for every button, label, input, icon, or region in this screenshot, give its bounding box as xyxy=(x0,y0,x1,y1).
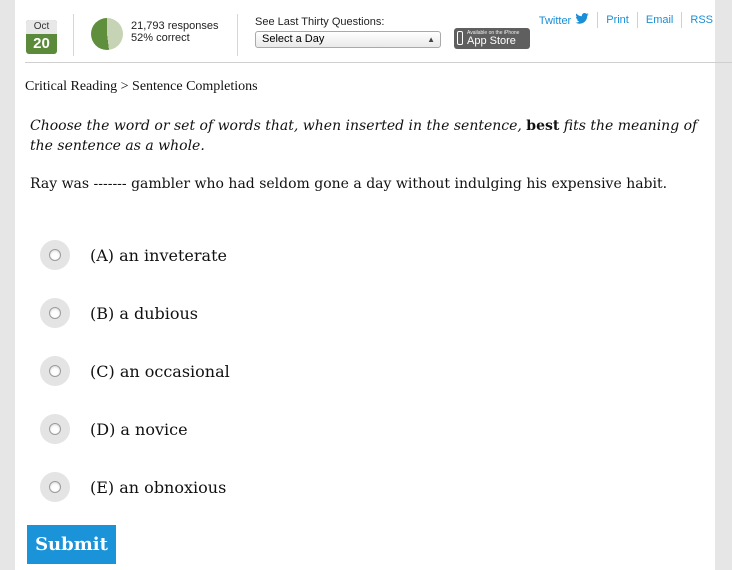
radio-icon xyxy=(49,481,61,493)
twitter-label: Twitter xyxy=(538,15,572,27)
app-store-badge[interactable] xyxy=(454,28,530,49)
header-divider xyxy=(25,62,732,63)
instructions-text-end: fits the meaning of the sentence as a whole. xyxy=(30,118,698,154)
instructions-emphasis: best xyxy=(526,118,560,134)
select-day-value: Select a Day xyxy=(262,33,325,45)
share-links xyxy=(539,12,713,28)
select-day-dropdown[interactable] xyxy=(255,31,441,48)
answer-label[interactable]: (E) an obnoxious xyxy=(90,477,227,497)
app-store-text: App Store xyxy=(467,35,516,47)
date-month: Oct xyxy=(26,20,57,34)
answer-option-a[interactable] xyxy=(40,240,227,270)
twitter-bird-icon xyxy=(575,13,589,24)
rss-link[interactable]: RSS xyxy=(690,14,713,26)
radio-icon xyxy=(49,365,61,377)
submit-button[interactable]: Submit xyxy=(27,525,116,564)
answer-option-e[interactable] xyxy=(40,472,226,502)
radio-button[interactable] xyxy=(40,298,70,328)
email-link[interactable]: Email xyxy=(645,14,674,26)
answer-label[interactable]: (B) a dubious xyxy=(90,303,199,323)
divider xyxy=(237,14,238,56)
last-thirty-label: See Last Thirty Questions: xyxy=(255,16,385,28)
answer-label[interactable]: (C) an occasional xyxy=(90,361,230,381)
breadcrumb: Critical Reading > Sentence Completions xyxy=(25,79,258,94)
radio-icon xyxy=(49,249,61,261)
correct-pie-chart-icon xyxy=(91,18,123,50)
question-sentence: Ray was ------- gambler who had seldom gone a day without indulging his expensive habit. xyxy=(30,176,668,192)
instructions-text: Choose the word or set of words that, when inserted in the sentence, xyxy=(30,118,527,134)
app-store-small-text: Available on the iPhone xyxy=(467,30,520,36)
responses-count: 21,793 responses xyxy=(131,20,219,32)
radio-button[interactable] xyxy=(40,472,70,502)
answer-option-c[interactable] xyxy=(40,356,230,386)
print-link[interactable]: Print xyxy=(606,14,629,26)
response-stats xyxy=(131,20,218,44)
iphone-icon xyxy=(457,31,463,45)
radio-button[interactable] xyxy=(40,240,70,270)
radio-icon xyxy=(49,307,61,319)
twitter-link[interactable] xyxy=(539,13,589,27)
link-divider xyxy=(637,12,638,28)
link-divider xyxy=(597,12,598,28)
answer-label[interactable]: (D) a novice xyxy=(90,419,188,439)
answer-label[interactable]: (A) an inveterate xyxy=(90,245,227,265)
question-instructions xyxy=(30,116,720,156)
radio-icon xyxy=(49,423,61,435)
correct-percent: 52% correct xyxy=(131,32,190,44)
divider xyxy=(73,14,74,56)
header-bar xyxy=(15,0,732,62)
radio-button[interactable] xyxy=(40,414,70,444)
updown-arrows-icon: ▲ xyxy=(427,35,435,44)
link-divider xyxy=(681,12,682,28)
date-badge xyxy=(26,20,57,54)
radio-button[interactable] xyxy=(40,356,70,386)
answer-option-b[interactable] xyxy=(40,298,198,328)
answer-option-d[interactable] xyxy=(40,414,188,444)
question-card xyxy=(15,0,715,570)
date-day: 20 xyxy=(33,35,50,52)
